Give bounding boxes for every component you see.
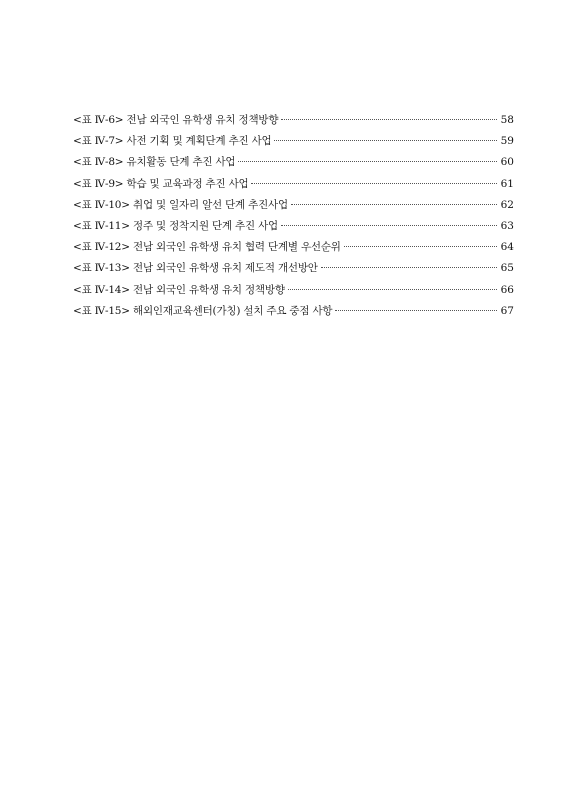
toc-entry-title: <표 Ⅳ-12> 전남 외국인 유학생 유치 협력 단계별 우선순위 <box>73 241 341 254</box>
toc-entry[interactable] <box>73 131 514 152</box>
toc-entry[interactable] <box>73 301 514 322</box>
dot-leader <box>274 140 497 141</box>
toc-entry-title: <표 Ⅳ-14> 전남 외국인 유학생 유치 정책방향 <box>73 283 285 296</box>
toc-entry-title: <표 Ⅳ-11> 정주 및 정착지원 단계 추진 사업 <box>73 219 278 232</box>
toc-entry-title: <표 Ⅳ-6> 전남 외국인 유학생 유치 정책방향 <box>73 114 279 126</box>
toc-entry-title: <표 Ⅳ-8> 유치활동 단계 추진 사업 <box>73 156 236 169</box>
toc-entry-page: 62 <box>500 198 514 211</box>
toc-entry-page: 66 <box>500 283 514 296</box>
toc-entry[interactable] <box>73 216 514 237</box>
toc-entry-page: 63 <box>500 219 514 232</box>
toc-entry[interactable] <box>73 110 514 131</box>
toc-entry-title: <표 Ⅳ-15> 해외인재교육센터(가칭) 설치 주요 중점 사항 <box>73 304 333 317</box>
dot-leader <box>291 204 497 205</box>
toc-entry[interactable] <box>73 237 514 258</box>
toc-entry-title: <표 Ⅳ-7> 사전 기획 및 계획단계 추진 사업 <box>73 135 272 148</box>
toc-entry-page: 59 <box>500 135 514 148</box>
toc-entry[interactable] <box>73 152 514 173</box>
toc-entry[interactable] <box>73 174 514 195</box>
toc-entry-page: 58 <box>500 114 514 126</box>
toc-entry[interactable] <box>73 195 514 216</box>
dot-leader <box>335 310 497 311</box>
toc-entry[interactable] <box>73 280 514 301</box>
toc-entry-title: <표 Ⅳ-13> 전남 외국인 유학생 유치 제도적 개선방안 <box>73 262 318 275</box>
table-of-contents <box>73 110 514 322</box>
toc-entry[interactable] <box>73 258 514 279</box>
toc-entry-page: 60 <box>500 156 514 169</box>
dot-leader <box>251 183 497 184</box>
dot-leader <box>288 289 497 290</box>
dot-leader <box>281 119 497 120</box>
toc-entry-page: 61 <box>500 177 514 190</box>
toc-entry-title: <표 Ⅳ-9> 학습 및 교육과정 추진 사업 <box>73 177 249 190</box>
dot-leader <box>238 161 497 162</box>
toc-entry-page: 64 <box>500 241 514 254</box>
toc-entry-page: 67 <box>500 304 514 317</box>
dot-leader <box>281 225 497 226</box>
dot-leader <box>344 246 497 247</box>
dot-leader <box>321 267 497 268</box>
toc-entry-page: 65 <box>500 262 514 275</box>
toc-entry-title: <표 Ⅳ-10> 취업 및 일자리 알선 단계 추진사업 <box>73 198 288 211</box>
